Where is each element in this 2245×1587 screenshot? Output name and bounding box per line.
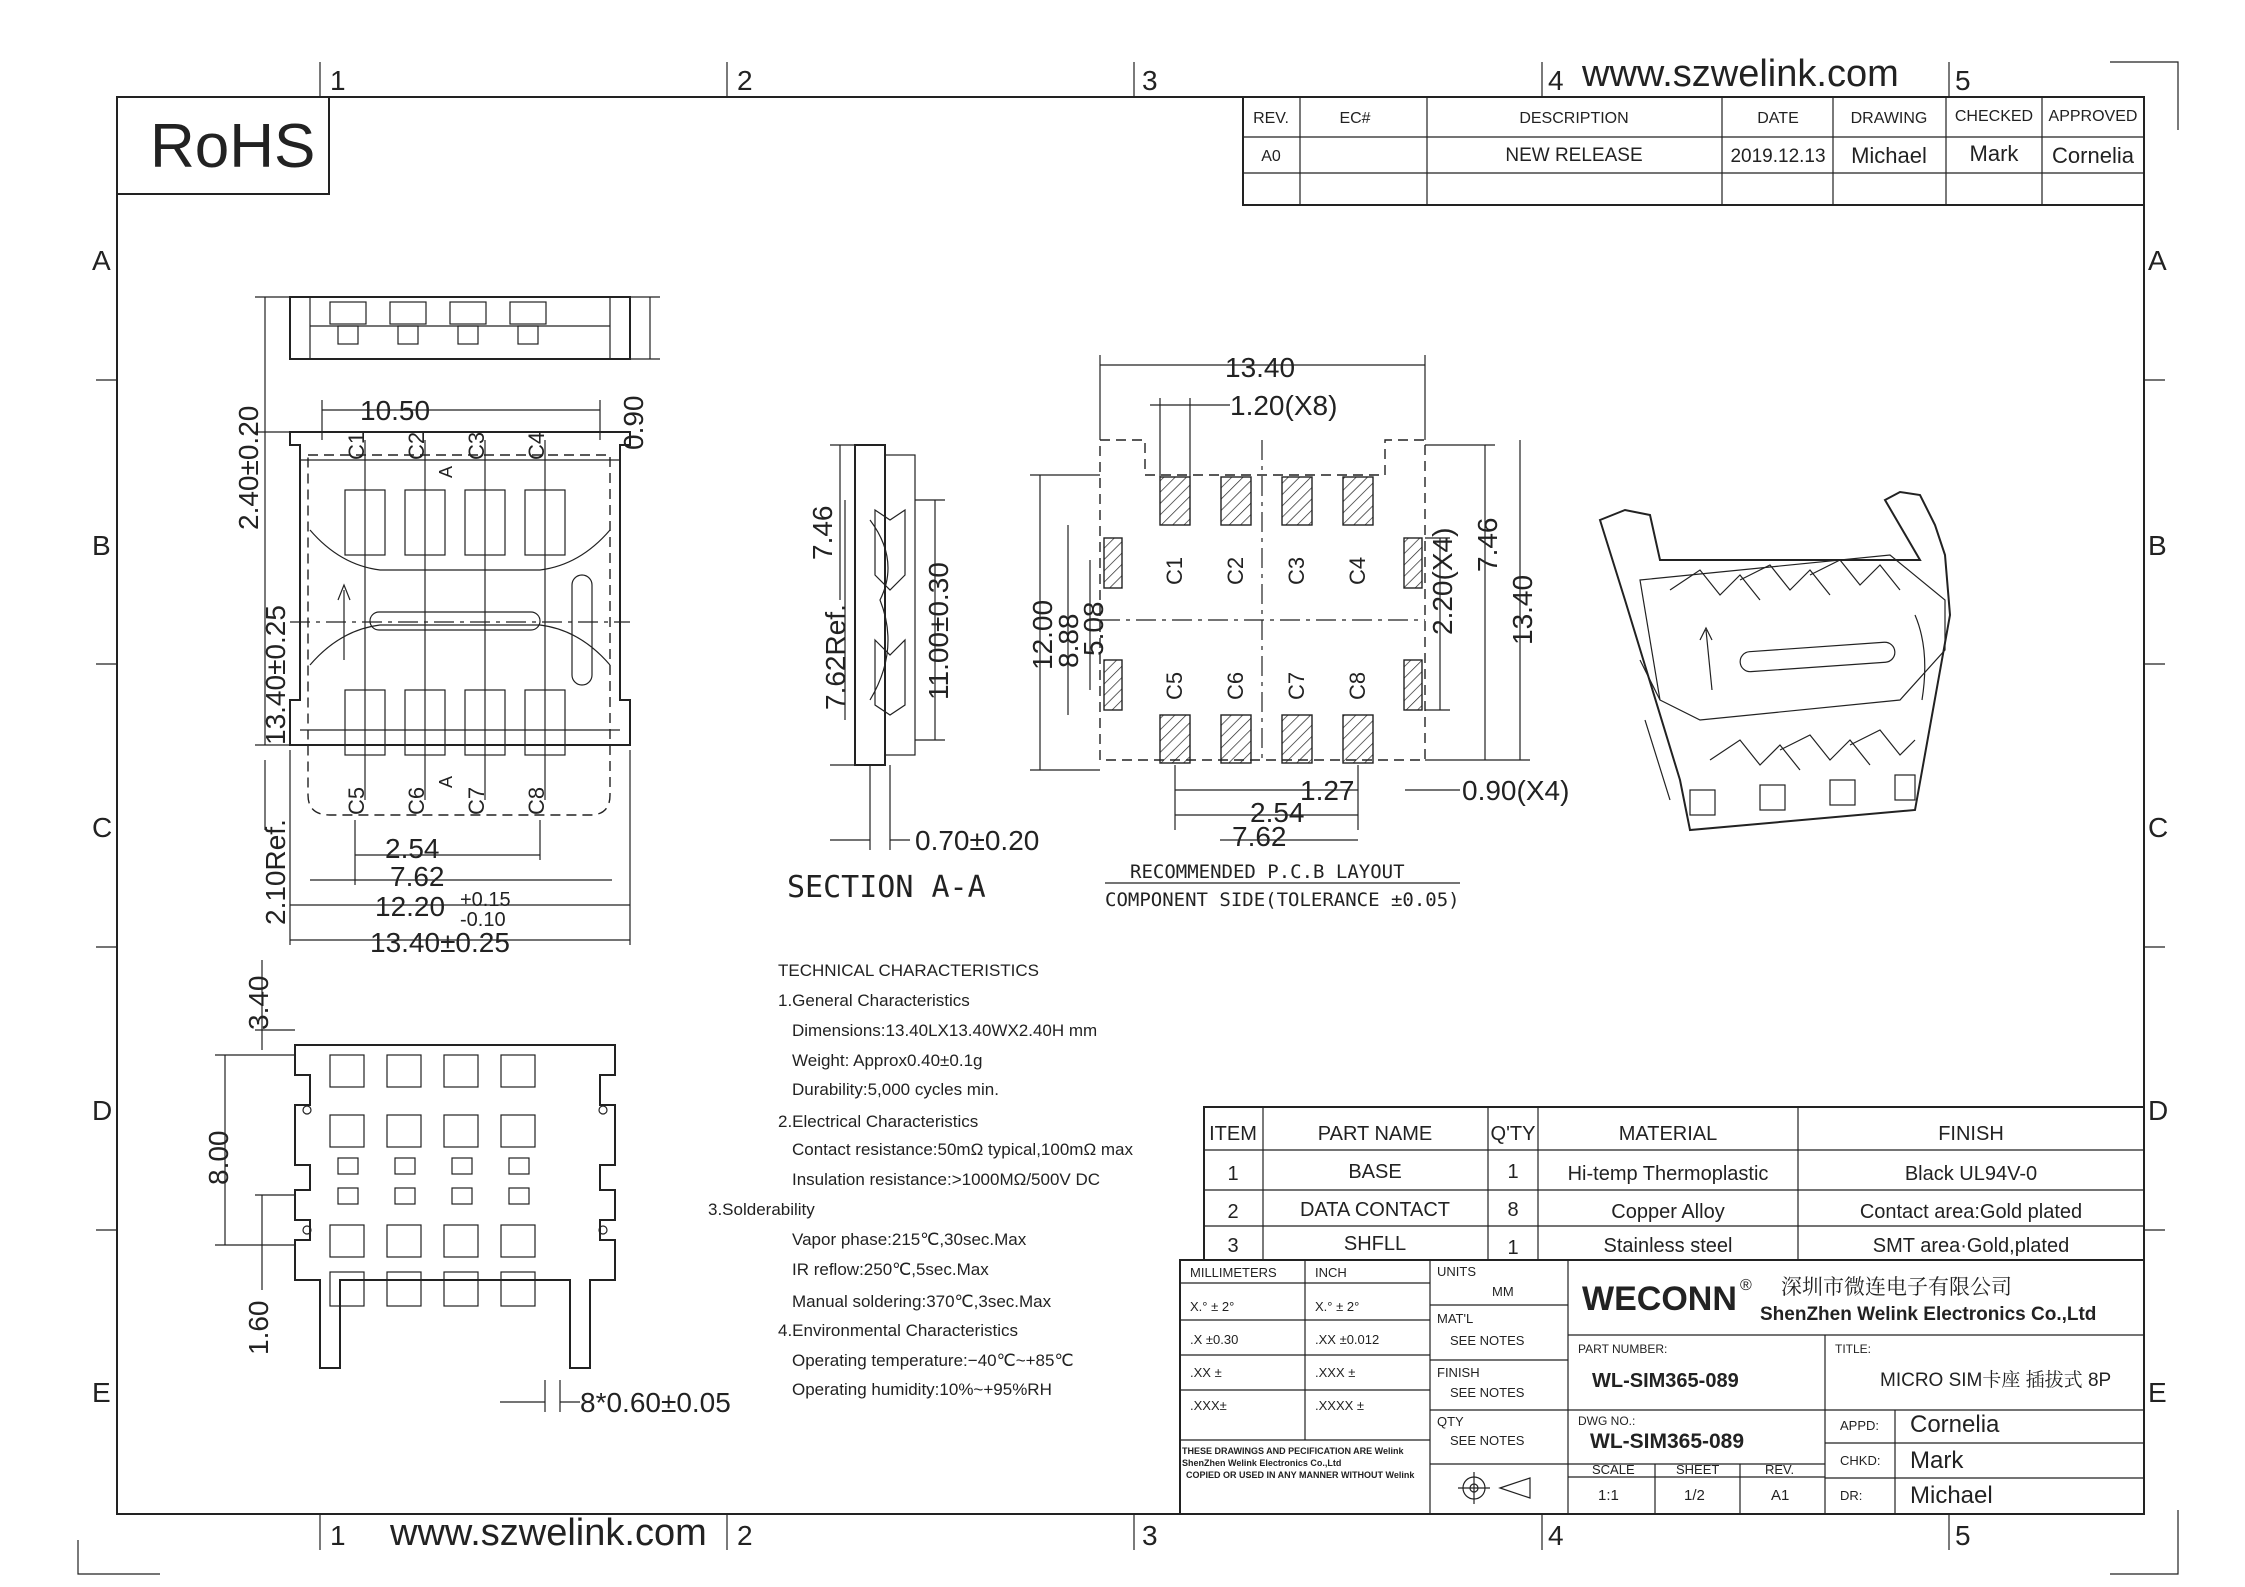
top-contact-c3: C3 — [464, 431, 489, 460]
parts-r1-material: Hi-temp Thermoplastic — [1567, 1163, 1769, 1185]
dim-top-7-62: 7.62 — [390, 861, 445, 892]
tech-title: TECHNICAL CHARACTERISTICS — [778, 961, 1040, 980]
zone-col-5-bottom: 5 — [1955, 1520, 1971, 1551]
parts-r2-name: DATA CONTACT — [1300, 1199, 1450, 1221]
title-block — [1180, 1260, 2144, 1514]
pcb-contact-c2: C2 — [1223, 556, 1248, 585]
rev-col-rev: REV. — [1253, 110, 1289, 127]
rohs-logo: RoHS — [150, 112, 316, 181]
tech-line-11: 4.Environmental Characteristics — [778, 1321, 1018, 1340]
tb-tol-mm-2: .XX ± — [1190, 1365, 1222, 1380]
pcb-contact-c7: C7 — [1284, 671, 1309, 700]
rev-col-approved: APPROVED — [2048, 108, 2138, 125]
tb-tol-mm-1: .X ±0.30 — [1190, 1332, 1239, 1347]
tech-line-1: Dimensions:13.40LX13.40WX2.40H mm — [792, 1021, 1098, 1040]
tb-tol-mm-0: X.° ± 2° — [1190, 1299, 1235, 1314]
projection-symbol-icon — [1458, 1472, 1530, 1504]
top-contact-c6: C6 — [404, 786, 429, 815]
zone-col-4-bottom: 4 — [1548, 1520, 1564, 1551]
tb-disclaimer-3: COPIED OR USED IN ANY MANNER WITHOUT Welink — [1186, 1470, 1415, 1480]
rev-col-drawing: DRAWING — [1850, 110, 1928, 127]
zone-row-c: C — [92, 812, 113, 843]
tb-title: MICRO SIM卡座 插拔式 8P — [1880, 1370, 2112, 1391]
technical-characteristics — [708, 961, 1133, 1399]
website-bottom[interactable]: www.szwelink.com — [390, 1512, 707, 1554]
parts-r1-qty: 1 — [1507, 1161, 1519, 1183]
pcb-contact-c1: C1 — [1162, 556, 1187, 585]
tb-chkd-label: CHKD: — [1840, 1453, 1881, 1468]
tb-material-label: MAT'L — [1437, 1311, 1474, 1326]
tb-appd-label: APPD: — [1840, 1418, 1880, 1433]
tb-units-label: UNITS — [1437, 1264, 1476, 1279]
dim-pcb-0-90: 0.90(X4) — [1462, 775, 1570, 806]
parts-r1-name: BASE — [1348, 1161, 1402, 1183]
tb-tol-in-3: .XXXX ± — [1315, 1398, 1365, 1413]
tech-line-3: Durability:5,000 cycles min. — [792, 1080, 999, 1099]
tech-line-8: Vapor phase:215℃,30sec.Max — [792, 1230, 1027, 1249]
tech-line-4: 2.Electrical Characteristics — [778, 1112, 979, 1131]
zone-row-e-right: E — [2148, 1377, 2167, 1408]
dim-pcb-12-00: 12.00 — [1027, 599, 1058, 670]
zone-col-1: 1 — [330, 65, 346, 96]
tb-dr-value: Michael — [1910, 1482, 1993, 1509]
zone-row-d-right: D — [2148, 1095, 2169, 1126]
parts-r2-finish: Contact area:Gold plated — [1859, 1201, 2083, 1223]
zone-col-2: 2 — [737, 65, 753, 96]
tb-finish-label: FINISH — [1437, 1365, 1480, 1380]
dim-pcb-5-08: 5.08 — [1078, 601, 1109, 656]
top-view — [233, 297, 660, 958]
parts-r1-item: 1 — [1227, 1163, 1239, 1185]
dim-bottom-3-40: 3.40 — [243, 975, 274, 1030]
parts-r3-qty: 1 — [1507, 1237, 1519, 1259]
rev-value-date: 2019.12.13 — [1730, 146, 1826, 167]
top-contact-c5: C5 — [344, 786, 369, 815]
dim-top-2-40: 2.40±0.20 — [233, 405, 264, 530]
tech-line-7: 3.Solderability — [708, 1200, 815, 1219]
pcb-contact-c3: C3 — [1284, 556, 1309, 585]
rev-value-checked: Mark — [1969, 141, 2019, 166]
dim-pcb-1-27: 1.27 — [1300, 775, 1355, 806]
tech-line-6: Insulation resistance:>1000MΩ/500V DC — [792, 1170, 1101, 1189]
parts-r2-material: Copper Alloy — [1611, 1201, 1725, 1223]
pcb-contact-c8: C8 — [1345, 671, 1370, 700]
isometric-view — [1600, 492, 1950, 830]
zone-row-a-right: A — [2148, 245, 2167, 276]
tb-company-cn: 深圳市微连电子有限公司 — [1781, 1276, 2012, 1299]
dim-top-12-20: 12.20 — [375, 891, 446, 922]
tb-millimeters: MILLIMETERS — [1190, 1265, 1277, 1280]
dim-pcb-1-20: 1.20(X8) — [1230, 390, 1338, 421]
bottom-view — [203, 960, 731, 1418]
tech-line-10: Manual soldering:370℃,3sec.Max — [792, 1292, 1052, 1311]
parts-col-part-name: PART NAME — [1317, 1123, 1433, 1145]
section-view — [787, 445, 1039, 905]
tb-appd-value: Cornelia — [1910, 1411, 2000, 1438]
tb-disclaimer-2: ShenZhen Welink Electronics Co.,Ltd — [1182, 1458, 1342, 1468]
dim-pcb-2-20: 2.20(X4) — [1427, 527, 1458, 635]
tb-part-number-label: PART NUMBER: — [1578, 1342, 1668, 1356]
tb-chkd-value: Mark — [1910, 1447, 1964, 1474]
dim-top-tol-minus: -0.10 — [460, 909, 506, 931]
zone-col-3-bottom: 3 — [1142, 1520, 1158, 1551]
dim-pcb-7-46: 7.46 — [1472, 517, 1503, 572]
tech-line-2: Weight: Approx0.40±0.1g — [792, 1051, 983, 1070]
tb-rev-label: REV. — [1765, 1462, 1795, 1477]
tb-units-value: MM — [1492, 1284, 1514, 1299]
tech-line-5: Contact resistance:50mΩ typical,100mΩ max — [792, 1140, 1133, 1159]
zone-row-b-right: B — [2148, 530, 2167, 561]
dim-top-2-10-ref: 2.10Ref. — [260, 819, 291, 925]
pcb-contact-c4: C4 — [1345, 556, 1370, 585]
rev-col-checked: CHECKED — [1954, 108, 2034, 125]
tb-rev-value: A1 — [1771, 1487, 1790, 1504]
dim-section-7-46: 7.46 — [807, 505, 838, 560]
top-contact-c2: C2 — [404, 431, 429, 460]
tb-sheet-value: 1/2 — [1684, 1487, 1705, 1504]
pcb-contact-c6: C6 — [1223, 671, 1248, 700]
dim-top-13-40: 13.40±0.25 — [370, 927, 510, 958]
dim-pcb-2-54: 2.54 — [1250, 797, 1305, 828]
parts-r2-qty: 8 — [1507, 1199, 1519, 1221]
zone-col-2-bottom: 2 — [737, 1520, 753, 1551]
tb-tol-in-2: .XXX ± — [1315, 1365, 1356, 1380]
tb-material-value: SEE NOTES — [1450, 1333, 1525, 1348]
tb-dwg-no: WL-SIM365-089 — [1590, 1430, 1745, 1453]
parts-r3-finish: SMT area·Gold,plated — [1872, 1235, 2070, 1257]
tech-line-12: Operating temperature:−40℃~+85℃ — [792, 1351, 1074, 1370]
tb-scale-value: 1:1 — [1598, 1487, 1619, 1504]
zone-col-5: 5 — [1955, 65, 1971, 96]
parts-r2-item: 2 — [1227, 1201, 1239, 1223]
parts-col-finish: FINISH — [1938, 1123, 2004, 1145]
dim-section-0-70: 0.70±0.20 — [915, 825, 1040, 856]
pcb-caption-1: RECOMMENDED P.C.B LAYOUT — [1130, 861, 1405, 883]
rev-col-description: DESCRIPTION — [1519, 110, 1629, 127]
dim-pcb-13-40-vertical: 13.40 — [1507, 574, 1538, 645]
tb-tol-mm-3: .XXX± — [1190, 1398, 1227, 1413]
top-contact-c1: C1 — [344, 431, 369, 460]
revision-table — [1243, 97, 2144, 205]
top-contact-c8: C8 — [524, 786, 549, 815]
dim-pcb-7-62: 7.62 — [1232, 821, 1287, 852]
zone-row-e: E — [92, 1377, 111, 1408]
rev-value-description: NEW RELEASE — [1505, 145, 1643, 166]
dim-bottom-1-60: 1.60 — [243, 1300, 274, 1355]
section-mark-bottom: A — [436, 775, 456, 788]
tb-dwg-label: DWG NO.: — [1578, 1414, 1636, 1428]
parts-r3-item: 3 — [1227, 1235, 1239, 1257]
pcb-caption-2: COMPONENT SIDE(TOLERANCE ±0.05) — [1105, 889, 1460, 911]
tb-qty-label: QTY — [1437, 1414, 1464, 1429]
dim-section-7-62-ref: 7.62Ref. — [820, 604, 851, 710]
top-contact-c4: C4 — [524, 431, 549, 460]
tech-line-0: 1.General Characteristics — [778, 991, 970, 1010]
dim-top-2-54: 2.54 — [385, 833, 440, 864]
dim-top-10-50: 10.50 — [360, 395, 431, 426]
zone-col-4: 4 — [1548, 65, 1564, 96]
tb-company-en: ShenZhen Welink Electronics Co.,Ltd — [1760, 1304, 2097, 1325]
zone-row-a: A — [92, 245, 111, 276]
rev-col-date: DATE — [1757, 110, 1799, 127]
parts-col-qty: Q'TY — [1490, 1123, 1536, 1145]
zone-row-d: D — [92, 1095, 113, 1126]
tb-sheet-label: SHEET — [1676, 1462, 1720, 1477]
zone-col-1-bottom: 1 — [330, 1520, 346, 1551]
parts-r3-material: Stainless steel — [1603, 1235, 1733, 1257]
rev-value-approved: Cornelia — [2052, 143, 2134, 168]
zone-row-b: B — [92, 530, 111, 561]
tb-finish-value: SEE NOTES — [1450, 1385, 1525, 1400]
dim-top-tol-plus: +0.15 — [460, 889, 511, 911]
top-contact-c7: C7 — [464, 786, 489, 815]
zone-row-c-right: C — [2148, 812, 2169, 843]
website-top[interactable]: www.szwelink.com — [1582, 53, 1899, 95]
pcb-contact-c5: C5 — [1162, 671, 1187, 700]
dim-pcb-8-88: 8.88 — [1053, 613, 1084, 668]
parts-col-item: ITEM — [1209, 1123, 1257, 1145]
dim-pcb-13-40: 13.40 — [1225, 352, 1296, 383]
tb-title-label: TITLE: — [1835, 1342, 1872, 1356]
parts-r3-name: SHFLL — [1343, 1233, 1407, 1255]
pcb-layout — [1027, 352, 1569, 911]
parts-r1-finish: Black UL94V-0 — [1904, 1163, 2038, 1185]
dim-bottom-8-00: 8.00 — [203, 1130, 234, 1185]
tb-qty-value: SEE NOTES — [1450, 1433, 1525, 1448]
tb-disclaimer-1: THESE DRAWINGS AND PECIFICATION ARE Welink — [1182, 1446, 1404, 1456]
rev-value-drawing: Michael — [1851, 143, 1927, 168]
tb-scale-label: SCALE — [1592, 1462, 1635, 1477]
tech-line-9: IR reflow:250℃,5sec.Max — [792, 1260, 989, 1279]
rev-col-ec: EC# — [1339, 110, 1371, 127]
dim-top-0-90: 0.90 — [618, 395, 649, 450]
tb-brand: WECONN — [1582, 1280, 1737, 1318]
tb-part-number: WL-SIM365-089 — [1592, 1370, 1739, 1392]
parts-table — [1204, 1107, 2144, 1260]
tb-dr-label: DR: — [1840, 1488, 1863, 1503]
tb-registered: ® — [1740, 1277, 1752, 1294]
section-mark-top: A — [436, 465, 456, 478]
tb-inch: INCH — [1315, 1265, 1347, 1280]
parts-col-material: MATERIAL — [1618, 1123, 1718, 1145]
section-a-a-label: SECTION A-A — [787, 870, 986, 905]
tb-tol-in-1: .XX ±0.012 — [1315, 1332, 1380, 1347]
tb-tol-in-0: X.° ± 2° — [1315, 1299, 1360, 1314]
rev-value-rev: A0 — [1261, 148, 1281, 165]
dim-section-11-00: 11.00±0.30 — [923, 562, 954, 700]
dim-top-13-40-vertical: 13.40±0.25 — [260, 605, 291, 745]
zone-col-3: 3 — [1142, 65, 1158, 96]
tech-line-13: Operating humidity:10%~+95%RH — [792, 1380, 1052, 1399]
dim-bottom-pins: 8*0.60±0.05 — [580, 1387, 731, 1418]
